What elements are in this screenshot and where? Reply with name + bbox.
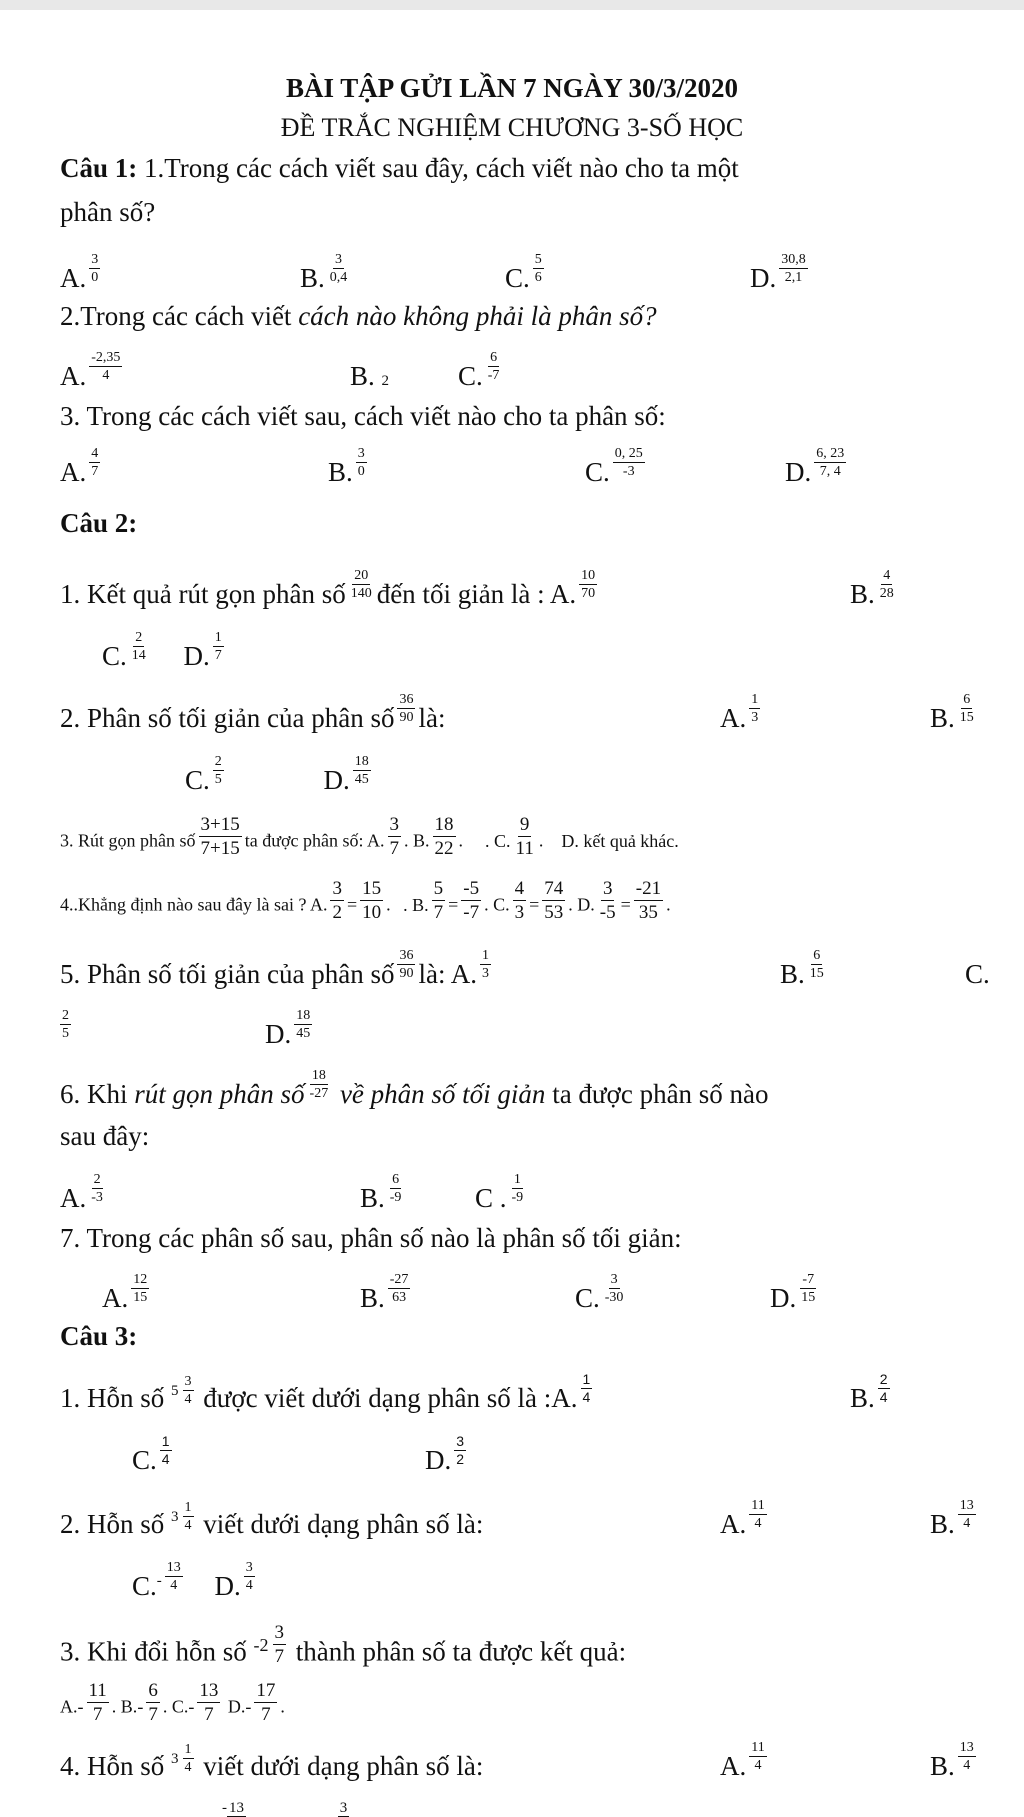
cau3-q2: 2. Hỗn số 3 1 4 viết dưới dạng phân số là: A. $\frac{11}{4}$ B. $\frac{13}{4}$ — [60, 1508, 483, 1543]
option-c: C . $\frac{1}{-9}$ — [475, 1172, 524, 1213]
cau1-q3-text: 3. Trong các cách viết sau, cách viết nào cho ta phân số: — [60, 401, 666, 431]
option-b: B. $\frac{13}{4}$ — [930, 1498, 974, 1539]
cau2-label: Câu 2: — [60, 508, 138, 538]
option-b: B. $\frac{-27}{63}$ — [360, 1272, 409, 1313]
cau3-q1-cd: C. $\frac{1}{4}$ D. $\frac{3}{2}$ — [132, 1444, 175, 1479]
option-b: B. $\frac{6}{15}$ — [930, 692, 974, 733]
cau3-q4-cut-off: - 13 3 — [222, 1800, 348, 1816]
option-a: A. $\frac{11}{4}$ — [720, 1498, 765, 1539]
option-d: D. $\frac{18}{45}$ — [265, 1008, 311, 1049]
page-title: BÀI TẬP GỬI LẦN 7 NGÀY 30/3/2020 — [285, 73, 739, 103]
cau2-q5-cd: $\frac{2}{5}$ D. $\frac{18}{45}$ — [60, 1018, 74, 1053]
option-d: D. $\frac{-7}{15}$ — [770, 1272, 816, 1313]
option-a: A. $\frac{4}{7}$ — [60, 446, 99, 487]
option-c: C. $\frac{3}{-30}$ — [575, 1272, 624, 1313]
cau2-q7: 7. Trong các phân số sau, phân số nào là phân số tối giản: — [60, 1223, 682, 1253]
option-c: C. $\frac{0, 25}{-3}$ — [585, 446, 643, 487]
option-c: C. $\frac{6}{-7}$ — [458, 350, 500, 391]
option-b: B. $\frac{6}{15}$ — [780, 948, 824, 989]
option-d: D. $\frac{6, 23}{7, 4}$ — [785, 446, 845, 487]
cau2-q4: 4..Khẳng định nào sau đây là sai ? A. $\frac{3}{2}$ = $\frac{15}{10}$ . . B. $\frac{5}{7}$ = $\frac{-5}{-7}$ . C. $\frac{4}{3}$ = $\frac{74}{53}$ . D. $\frac{3}{-5}$ = $\frac{-21}{35}$ . — [60, 878, 671, 923]
option-a: A. $\frac{3}{0}$ — [60, 252, 99, 293]
option-b: B. $\frac{3}{0,4}$ — [300, 252, 348, 293]
cau1-q1-text-cont: phân số? — [60, 197, 156, 227]
option-a: A. $\frac{12}{15}$ — [102, 1272, 148, 1313]
cau2-q3: 3. Rút gọn phân số $\frac{3+15}{7+15}$ ta được phân số: A. $\frac{3}{7}$ . B. $\frac{18}{22}$ . . C. $\frac{9}{11}$ . D. kết quả khác. — [60, 814, 679, 859]
cau2-q2: 2. Phân số tối giản của phân số $\frac{36}{90}$ là: A. $\frac{1}{3}$ B. $\frac{6}{15}$ — [60, 702, 445, 737]
option-d: D. $\frac{30,8}{2,1}$ — [750, 252, 806, 293]
option-a: A. $\frac{2}{-3}$ — [60, 1172, 103, 1213]
option-a: A. $\frac{11}{4}$ — [720, 1740, 765, 1781]
cau1-q1-text: Câu 1: 1.Trong các cách viết sau đây, cách viết nào cho ta một — [60, 153, 739, 183]
cau3-q3: 3. Khi đổi hỗn số -2 3 7 thành phân số ta được kết quả: — [60, 1622, 627, 1667]
option-a: A. $\frac{-2,35}{4}$ — [60, 350, 121, 391]
cau2-q6-cont: sau đây: — [60, 1121, 150, 1151]
option-b: B. $\frac{4}{28}$ — [850, 568, 894, 609]
cau2-q2-cd: C. $\frac{2}{5}$ D. $\frac{18}{45}$ — [185, 754, 369, 795]
cau2-q1: 1. Kết quả rút gọn phân số $\frac{20}{140}$ đến tối giản là : A. $\frac{10}{70}$ B. $\frac{4}{28}$ — [60, 578, 600, 613]
option-b: B. 2 — [350, 361, 390, 391]
option-c: C. $\frac{5}{6}$ — [505, 252, 542, 293]
option-b: B. $\frac{6}{-9}$ — [360, 1172, 402, 1213]
option-b: B. $\frac{2}{4}$ — [850, 1371, 888, 1413]
option-b: B. $\frac{3}{0}$ — [328, 446, 365, 487]
cau2-q6: 6. Khi rút gọn phân số $\frac{18}{-27}$ về phân số tối giản ta được phân số nào — [60, 1068, 769, 1109]
top-strip — [0, 0, 1024, 10]
cau1-q2-text: 2.Trong các cách viết cách nào không phải là phân số? — [60, 301, 657, 331]
cau2-q5: 5. Phân số tối giản của phân số $\frac{36}{90}$ là: A. $\frac{1}{3}$ B. $\frac{6}{15}$ C. — [60, 958, 494, 993]
option-a: A. $\frac{1}{3}$ — [720, 692, 759, 733]
option-b: B. $\frac{13}{4}$ — [930, 1740, 974, 1781]
page-subtitle: ĐỀ TRẮC NGHIỆM CHƯƠNG 3-SỐ HỌC — [280, 113, 744, 142]
cau3-q4: 4. Hỗn số 3 1 4 viết dưới dạng phân số là: A. $\frac{11}{4}$ B. $\frac{13}{4}$ — [60, 1750, 483, 1785]
cau3-label: Câu 3: — [60, 1321, 138, 1351]
option-d: D. $\frac{3}{2}$ — [425, 1433, 465, 1475]
cau3-q3-options: A.- $\frac{11}{7}$ . B.- $\frac{6}{7}$ . C.- $\frac{13}{7}$ D.- $\frac{17}{7}$ . — [60, 1680, 285, 1725]
cau3-q2-cd: C.- $\frac{13}{4}$ D. $\frac{3}{4}$ — [132, 1560, 253, 1601]
cau1-label: Câu 1: — [60, 153, 138, 183]
cau3-q1: 1. Hỗn số 5 3 4 được viết dưới dạng phân số là :A. $\frac{1}{4}$ B. $\frac{2}{4}$ — [60, 1382, 595, 1417]
option-c: C. — [965, 959, 990, 989]
cau2-q1-cd: C. $\frac{2}{14}$ D. $\frac{1}{7}$ — [102, 630, 222, 671]
